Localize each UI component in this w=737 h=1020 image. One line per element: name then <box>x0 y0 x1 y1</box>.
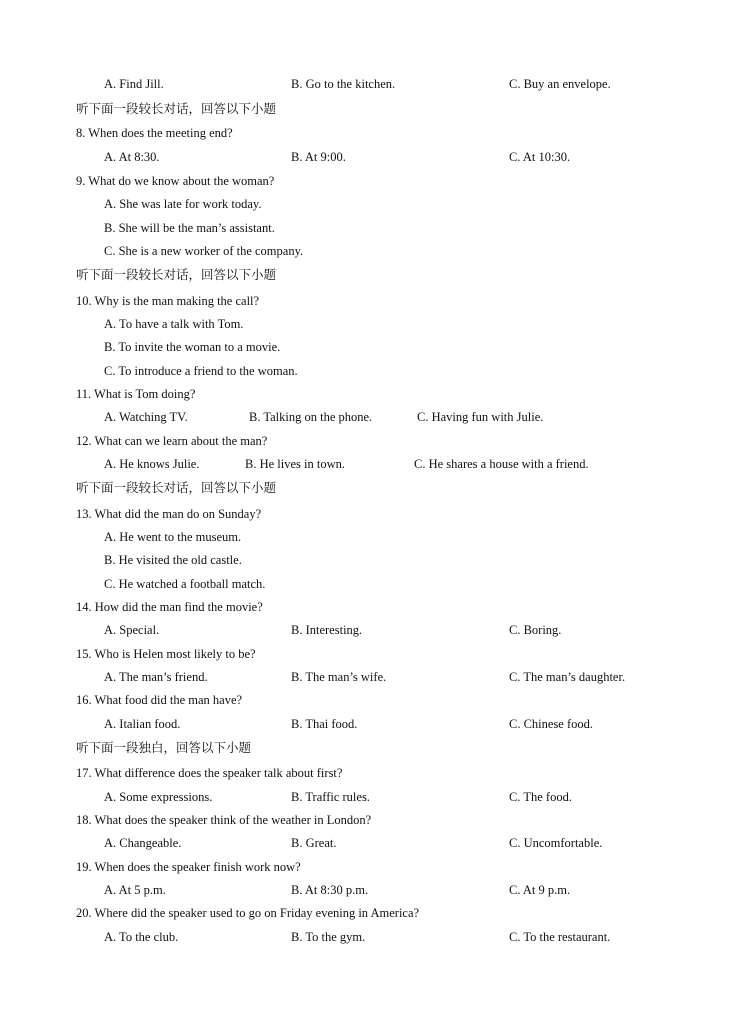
question-stem: 10. Why is the man making the call? <box>76 294 260 308</box>
question-13-option-c <box>0 574 737 594</box>
section-heading: 听下面一段较长对话，回答以下小题 <box>76 101 277 116</box>
question-stem: 17. What difference does the speaker talk about first? <box>76 766 343 780</box>
question-18 <box>0 810 737 830</box>
section-heading: 听下面一段较长对话，回答以下小题 <box>76 480 277 495</box>
question-19-options <box>0 880 737 900</box>
option-c: C. Uncomfortable. <box>509 836 603 850</box>
option-c: C. To introduce a friend to the woman. <box>104 364 298 378</box>
option-b: B. The man’s wife. <box>291 670 387 684</box>
question-18-options <box>0 833 737 853</box>
question-16 <box>0 690 737 710</box>
option-c: C. To the restaurant. <box>509 930 611 944</box>
option-a: A. He knows Julie. <box>104 457 200 471</box>
option-c: C. Boring. <box>509 623 562 637</box>
option-c: C. The food. <box>509 790 572 804</box>
option-b: B. Great. <box>291 836 337 850</box>
question-stem: 18. What does the speaker think of the weather in London? <box>76 813 372 827</box>
option-a: A. Some expressions. <box>104 790 213 804</box>
option-c: C. Chinese food. <box>509 717 594 731</box>
option-b: B. Thai food. <box>291 717 358 731</box>
option-c: C. Buy an envelope. <box>509 77 611 91</box>
question-9-option-a <box>0 194 737 214</box>
option-a: A. At 8:30. <box>104 150 160 164</box>
question-10-option-b <box>0 337 737 357</box>
option-c: C. At 9 p.m. <box>509 883 571 897</box>
option-c: C. He watched a football match. <box>104 577 266 591</box>
question-13 <box>0 504 737 524</box>
option-c: C. He shares a house with a friend. <box>414 457 589 471</box>
question-11-options <box>0 407 737 427</box>
question-stem: 8. When does the meeting end? <box>76 126 233 140</box>
option-a: A. Italian food. <box>104 717 181 731</box>
question-13-option-a <box>0 527 737 547</box>
question-17 <box>0 763 737 783</box>
option-b: B. Interesting. <box>291 623 363 637</box>
option-a: A. Watching TV. <box>104 410 188 424</box>
option-b: B. To invite the woman to a movie. <box>104 340 281 354</box>
option-c: C. At 10:30. <box>509 150 571 164</box>
option-a: A. Special. <box>104 623 160 637</box>
question-8 <box>0 123 737 143</box>
question-stem: 15. Who is Helen most likely to be? <box>76 647 256 661</box>
question-8-options <box>0 147 737 167</box>
option-a: A. She was late for work today. <box>104 197 262 211</box>
question-stem: 20. Where did the speaker used to go on Friday evening in America? <box>76 906 420 920</box>
question-9-option-b <box>0 218 737 238</box>
question-14-options <box>0 620 737 640</box>
option-b: B. He lives in town. <box>245 457 345 471</box>
question-9-option-c <box>0 241 737 261</box>
option-b: B. At 9:00. <box>291 150 346 164</box>
question-stem: 9. What do we know about the woman? <box>76 174 275 188</box>
option-b: B. She will be the man’s assistant. <box>104 221 275 235</box>
option-a: A. He went to the museum. <box>104 530 242 544</box>
question-20-options <box>0 927 737 947</box>
option-b: B. Traffic rules. <box>291 790 370 804</box>
question-13-option-b <box>0 550 737 570</box>
question-15 <box>0 644 737 664</box>
option-a: A. Changeable. <box>104 836 182 850</box>
option-b: B. Talking on the phone. <box>249 410 373 424</box>
question-10 <box>0 291 737 311</box>
section-heading: 听下面一段独白，回答以下小题 <box>76 740 252 755</box>
question-stem: 11. What is Tom doing? <box>76 387 196 401</box>
option-a: A. To the club. <box>104 930 179 944</box>
option-b: B. To the gym. <box>291 930 366 944</box>
option-a: A. At 5 p.m. <box>104 883 166 897</box>
question-11 <box>0 384 737 404</box>
section-heading: 听下面一段较长对话，回答以下小题 <box>76 267 277 282</box>
question-stem: 16. What food did the man have? <box>76 693 243 707</box>
question-10-option-c <box>0 361 737 381</box>
question-15-options <box>0 667 737 687</box>
question-12-options <box>0 454 737 474</box>
option-c: C. She is a new worker of the company. <box>104 244 304 258</box>
question-12 <box>0 431 737 451</box>
question-9 <box>0 171 737 191</box>
option-c: C. Having fun with Julie. <box>417 410 544 424</box>
option-c: C. The man’s daughter. <box>509 670 626 684</box>
question-stem: 12. What can we learn about the man? <box>76 434 268 448</box>
question-stem: 13. What did the man do on Sunday? <box>76 507 262 521</box>
option-a: A. The man’s friend. <box>104 670 208 684</box>
option-b: B. At 8:30 p.m. <box>291 883 369 897</box>
question-stem: 14. How did the man find the movie? <box>76 600 263 614</box>
question-16-options <box>0 714 737 734</box>
question-stem: 19. When does the speaker finish work now? <box>76 860 301 874</box>
question-19 <box>0 857 737 877</box>
option-b: B. Go to the kitchen. <box>291 77 396 91</box>
option-b: B. He visited the old castle. <box>104 553 242 567</box>
question-14 <box>0 597 737 617</box>
question-7-options <box>0 74 737 94</box>
option-a: A. To have a talk with Tom. <box>104 317 244 331</box>
option-a: A. Find Jill. <box>104 77 164 91</box>
question-17-options <box>0 787 737 807</box>
question-10-option-a <box>0 314 737 334</box>
question-20 <box>0 903 737 923</box>
